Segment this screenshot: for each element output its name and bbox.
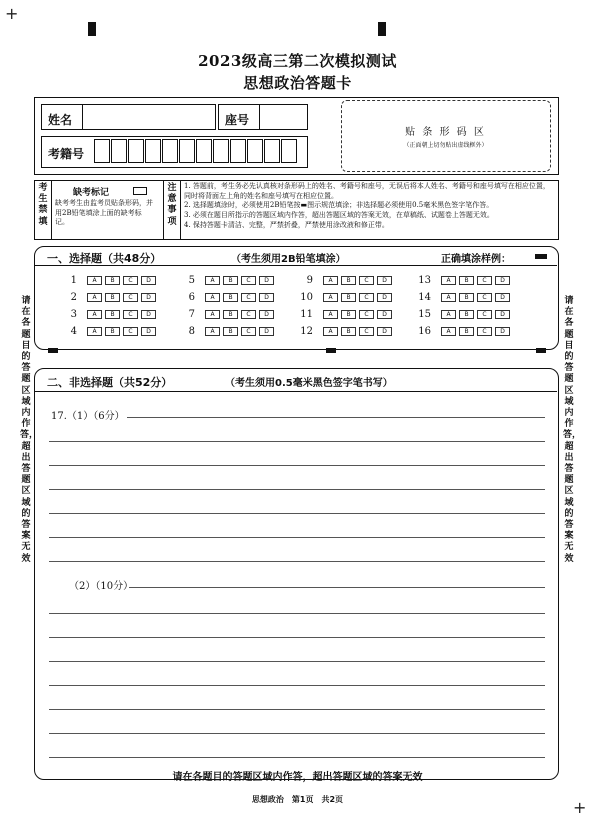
name-cell bbox=[41, 104, 216, 130]
timing-mark-mid-center bbox=[326, 348, 336, 353]
exam-subtitle: 思想政治答题卡 bbox=[243, 74, 352, 92]
question-row-12 bbox=[293, 324, 395, 338]
exam-no-label: 考籍号 bbox=[48, 147, 85, 161]
option-bubble-b[interactable]: B bbox=[341, 293, 356, 302]
bottom-warning: 请在各题目的答题区域内作答，超出答题区域的答案无效 bbox=[172, 772, 423, 783]
option-bubble-b[interactable]: B bbox=[459, 293, 474, 302]
question-number: 4 bbox=[70, 325, 77, 337]
exam-no-digit-box[interactable] bbox=[196, 139, 212, 163]
timing-mark-mid-left bbox=[48, 348, 58, 353]
exam-no-digit-box[interactable] bbox=[128, 139, 144, 163]
option-bubble-d[interactable]: D bbox=[495, 327, 510, 336]
crop-mark-bottom-right: + bbox=[573, 798, 587, 817]
option-bubble-d[interactable]: D bbox=[259, 276, 274, 285]
option-bubble-b[interactable]: B bbox=[105, 293, 120, 302]
option-bubble-a[interactable]: A bbox=[441, 327, 456, 336]
option-bubble-b[interactable]: B bbox=[223, 293, 238, 302]
notice-item-3: 3. 必须在题目所指示的答题区域内作答，超出答题区域的答案无效，在草稿纸、试题卷上答题无效。 bbox=[184, 211, 494, 219]
exam-no-digit-box[interactable] bbox=[145, 139, 161, 163]
exam-no-digit-box[interactable] bbox=[162, 139, 178, 163]
option-bubble-a[interactable]: A bbox=[323, 310, 338, 319]
question-row-7 bbox=[175, 307, 277, 321]
question-row-15 bbox=[411, 307, 513, 321]
answer-line[interactable] bbox=[49, 489, 545, 490]
question-number: 14 bbox=[418, 291, 431, 303]
option-bubble-a[interactable]: A bbox=[205, 327, 220, 336]
option-bubble-d[interactable]: D bbox=[141, 327, 156, 336]
free-instruction: （考生须用0.5毫米黑色签字笔书写） bbox=[225, 378, 393, 389]
choice-grid bbox=[35, 247, 557, 347]
info-box bbox=[34, 97, 559, 175]
exam-no-digit-box[interactable] bbox=[247, 139, 263, 163]
timing-mark-top-right bbox=[378, 22, 386, 36]
timing-mark-top-left bbox=[88, 22, 96, 36]
option-bubble-c[interactable]: C bbox=[359, 276, 374, 285]
option-bubble-c[interactable]: C bbox=[123, 327, 138, 336]
answer-line[interactable] bbox=[129, 587, 545, 588]
notice-item-4: 4. 保持答题卡清洁、完整，严禁折叠，严禁使用涂改液和修正带。 bbox=[184, 221, 389, 229]
seat-field[interactable] bbox=[259, 105, 309, 129]
question-row-4 bbox=[57, 324, 159, 338]
option-bubble-d[interactable]: D bbox=[495, 310, 510, 319]
question-number: 8 bbox=[188, 325, 195, 337]
question-number: 13 bbox=[418, 274, 431, 286]
question-row-14 bbox=[411, 290, 513, 304]
option-bubble-d[interactable]: D bbox=[495, 276, 510, 285]
absent-mark-box[interactable] bbox=[133, 187, 147, 195]
answer-line[interactable] bbox=[49, 561, 545, 562]
choice-section bbox=[34, 246, 559, 350]
option-bubble-c[interactable]: C bbox=[241, 293, 256, 302]
question-number: 15 bbox=[418, 308, 431, 320]
option-bubble-c[interactable]: C bbox=[359, 327, 374, 336]
option-bubble-d[interactable]: D bbox=[259, 327, 274, 336]
side-warning-left: 请在各题目的答题区域内作答，超出答题区域的答案无效 bbox=[20, 296, 39, 564]
absent-note: 缺考考生由监考员贴条形码，并用2B铅笔填涂上面的缺考标记。 bbox=[55, 199, 153, 226]
option-bubble-a[interactable]: A bbox=[87, 276, 102, 285]
question-row-6 bbox=[175, 290, 277, 304]
option-bubble-d[interactable]: D bbox=[377, 276, 392, 285]
option-bubble-a[interactable]: A bbox=[323, 327, 338, 336]
seat-label: 座号 bbox=[225, 113, 250, 127]
question-row-11 bbox=[293, 307, 395, 321]
question-row-5 bbox=[175, 273, 277, 287]
option-bubble-a[interactable]: A bbox=[441, 293, 456, 302]
question-row-1 bbox=[57, 273, 159, 287]
exam-no-digit-box[interactable] bbox=[230, 139, 246, 163]
answer-line[interactable] bbox=[49, 661, 545, 662]
option-bubble-b[interactable]: B bbox=[341, 327, 356, 336]
answer-line[interactable] bbox=[49, 733, 545, 734]
q17-part1-label: 17.（1）（6分） bbox=[51, 411, 125, 422]
question-row-10 bbox=[293, 290, 395, 304]
answer-line[interactable] bbox=[49, 685, 545, 686]
option-bubble-d[interactable]: D bbox=[141, 293, 156, 302]
option-bubble-c[interactable]: C bbox=[123, 276, 138, 285]
barcode-note: （正面朝上切勿贴出虚线框外） bbox=[403, 142, 488, 149]
answer-line[interactable] bbox=[49, 465, 545, 466]
option-bubble-d[interactable]: D bbox=[141, 310, 156, 319]
seat-cell bbox=[218, 104, 308, 130]
page-footer: 思想政治 第1页 共2页 bbox=[251, 795, 344, 804]
option-bubble-a[interactable]: A bbox=[205, 276, 220, 285]
option-bubble-a[interactable]: A bbox=[87, 293, 102, 302]
answer-line[interactable] bbox=[49, 757, 545, 758]
option-bubble-d[interactable]: D bbox=[377, 293, 392, 302]
answer-line[interactable] bbox=[49, 537, 545, 538]
option-bubble-b[interactable]: B bbox=[223, 327, 238, 336]
option-bubble-c[interactable]: C bbox=[123, 293, 138, 302]
option-bubble-a[interactable]: A bbox=[323, 293, 338, 302]
q17-part2-label: （2）（10分） bbox=[69, 581, 134, 592]
option-bubble-b[interactable]: B bbox=[341, 310, 356, 319]
option-bubble-b[interactable]: B bbox=[459, 276, 474, 285]
crop-mark-top-left: + bbox=[5, 4, 19, 23]
timing-mark-mid-right bbox=[536, 348, 546, 353]
option-bubble-d[interactable]: D bbox=[259, 310, 274, 319]
question-row-13 bbox=[411, 273, 513, 287]
option-bubble-a[interactable]: A bbox=[441, 310, 456, 319]
question-number: 12 bbox=[300, 325, 313, 337]
answer-line[interactable] bbox=[49, 709, 545, 710]
notice-side-label: 注意事项 bbox=[167, 183, 177, 227]
exam-no-digit-box[interactable] bbox=[179, 139, 195, 163]
question-row-2 bbox=[57, 290, 159, 304]
question-row-16 bbox=[411, 324, 513, 338]
option-bubble-b[interactable]: B bbox=[223, 310, 238, 319]
option-bubble-b[interactable]: B bbox=[459, 310, 474, 319]
choice-instruction: （考生须用2B铅笔填涂） bbox=[231, 254, 346, 265]
option-bubble-d[interactable]: D bbox=[377, 310, 392, 319]
exam-no-digit-boxes[interactable] bbox=[94, 139, 306, 165]
option-bubble-b[interactable]: B bbox=[105, 276, 120, 285]
free-section-title: 二、非选择题（共52分） bbox=[47, 376, 173, 389]
exam-title: 2023级高三第二次模拟测试 bbox=[198, 52, 397, 70]
question-row-9 bbox=[293, 273, 395, 287]
question-number: 7 bbox=[188, 308, 195, 320]
question-number: 10 bbox=[300, 291, 313, 303]
answer-line[interactable] bbox=[127, 417, 545, 418]
option-bubble-c[interactable]: C bbox=[359, 293, 374, 302]
question-number: 6 bbox=[188, 291, 195, 303]
option-bubble-c[interactable]: C bbox=[123, 310, 138, 319]
answer-line[interactable] bbox=[49, 637, 545, 638]
absent-label: 缺考标记 bbox=[73, 188, 110, 198]
name-label: 姓名 bbox=[48, 113, 73, 127]
barcode-title: 贴 条 形 码 区 bbox=[405, 127, 486, 138]
side-warning-right: 请在各题目的答题区域内作答，超出答题区域的答案无效 bbox=[563, 296, 582, 564]
choice-section-title: 一、选择题（共48分） bbox=[47, 252, 162, 265]
answer-line[interactable] bbox=[49, 441, 545, 442]
option-bubble-c[interactable]: C bbox=[477, 276, 492, 285]
option-bubble-b[interactable]: B bbox=[341, 276, 356, 285]
exam-no-digit-box[interactable] bbox=[281, 139, 297, 163]
barcode-area bbox=[341, 100, 551, 172]
option-bubble-c[interactable]: C bbox=[241, 327, 256, 336]
candidate-notice-box bbox=[34, 180, 559, 240]
option-bubble-c[interactable]: C bbox=[477, 310, 492, 319]
option-bubble-d[interactable]: D bbox=[495, 293, 510, 302]
answer-line[interactable] bbox=[49, 613, 545, 614]
question-row-3 bbox=[57, 307, 159, 321]
option-bubble-a[interactable]: A bbox=[87, 327, 102, 336]
question-number: 9 bbox=[306, 274, 313, 286]
exam-no-digit-box[interactable] bbox=[111, 139, 127, 163]
option-bubble-d[interactable]: D bbox=[141, 276, 156, 285]
name-field[interactable] bbox=[82, 105, 217, 129]
exam-no-digit-box[interactable] bbox=[94, 139, 110, 163]
option-bubble-c[interactable]: C bbox=[477, 327, 492, 336]
option-bubble-c[interactable]: C bbox=[241, 310, 256, 319]
question-number: 5 bbox=[188, 274, 195, 286]
question-number: 2 bbox=[70, 291, 77, 303]
exam-no-digit-box[interactable] bbox=[264, 139, 280, 163]
option-bubble-a[interactable]: A bbox=[441, 276, 456, 285]
option-bubble-c[interactable]: C bbox=[359, 310, 374, 319]
question-number: 3 bbox=[70, 308, 77, 320]
option-bubble-a[interactable]: A bbox=[323, 276, 338, 285]
option-bubble-b[interactable]: B bbox=[459, 327, 474, 336]
option-bubble-a[interactable]: A bbox=[205, 310, 220, 319]
option-bubble-d[interactable]: D bbox=[259, 293, 274, 302]
exam-no-cell bbox=[41, 136, 308, 168]
option-bubble-b[interactable]: B bbox=[105, 310, 120, 319]
option-bubble-b[interactable]: B bbox=[105, 327, 120, 336]
candidate-side-label: 考生禁填 bbox=[38, 183, 48, 227]
answer-lines[interactable] bbox=[35, 369, 557, 779]
answer-line[interactable] bbox=[49, 513, 545, 514]
sample-label: 正确填涂样例： bbox=[441, 254, 511, 265]
question-number: 1 bbox=[70, 274, 77, 286]
question-number: 11 bbox=[300, 308, 313, 320]
notice-item-2: 2. 选择题填涂时，必须使用2B铅笔按▬图示规范填涂；非选择题必须使用0.5毫米黑色签字笔作答。 bbox=[184, 201, 494, 209]
question-row-8 bbox=[175, 324, 277, 338]
question-number: 16 bbox=[418, 325, 431, 337]
notice-item-1: 1. 答题前，考生务必先认真核对条形码上的姓名、考籍号和座号，无误后将本人姓名、考籍号和座号填写在相应位置，同时将背面左上角的姓名和座号填写在相应位置。 bbox=[184, 182, 550, 200]
option-bubble-c[interactable]: C bbox=[241, 276, 256, 285]
option-bubble-b[interactable]: B bbox=[223, 276, 238, 285]
option-bubble-a[interactable]: A bbox=[205, 293, 220, 302]
option-bubble-a[interactable]: A bbox=[87, 310, 102, 319]
free-response-section[interactable] bbox=[34, 368, 559, 780]
exam-no-digit-box[interactable] bbox=[213, 139, 229, 163]
option-bubble-c[interactable]: C bbox=[477, 293, 492, 302]
option-bubble-d[interactable]: D bbox=[377, 327, 392, 336]
